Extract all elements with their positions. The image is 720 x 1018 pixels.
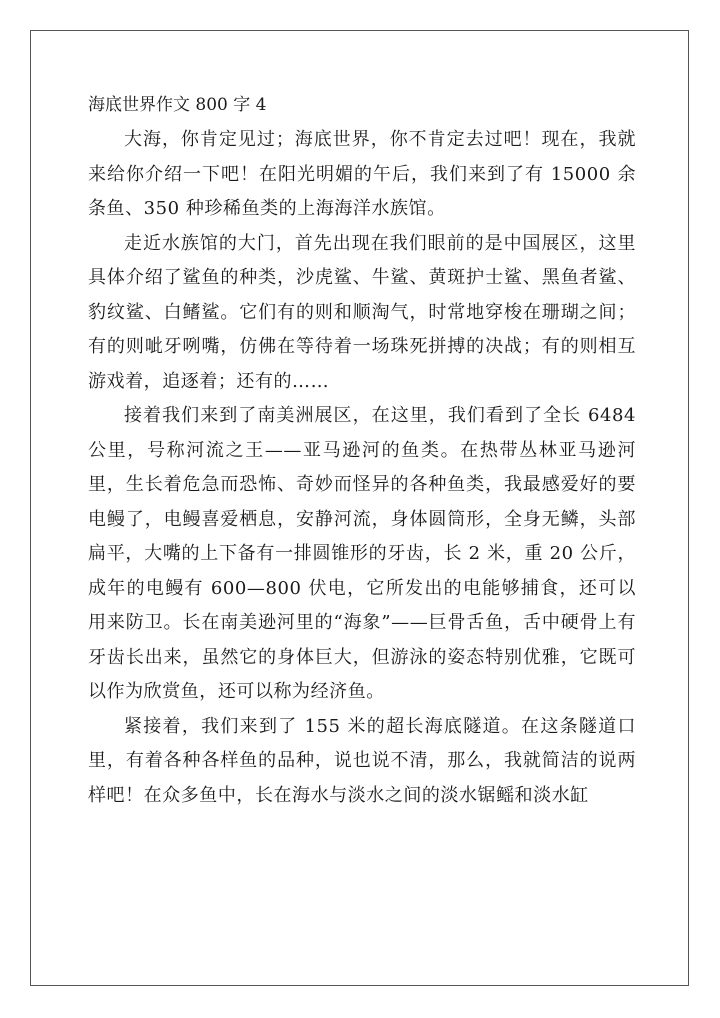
paragraph-4: 紧接着，我们来到了 155 米的超长海底隧道。在这条隧道口里，有着各种各样鱼的品种，说也说不清，那么，我就简洁的说两样吧！在众多鱼中，长在海水与淡水之间的淡水锯鳐和淡水缸 bbox=[88, 715, 636, 806]
document-title: 海底世界作文 800 字 4 bbox=[88, 95, 267, 115]
document-body bbox=[88, 88, 636, 813]
paragraph-1: 大海，你肯定见过；海底世界，你不肯定去过吧！现在，我就来给你介绍一下吧！在阳光明媚的午后，我们来到了有 15000 余条鱼、350 种珍稀鱼类的上海海洋水族馆。 bbox=[88, 129, 636, 219]
paragraph-2: 走近水族馆的大门，首先出现在我们眼前的是中国展区，这里具体介绍了鲨鱼的种类，沙虎鲨、牛鲨、黄斑护士鲨、黑鱼者鲨、豹纹鲨、白鳍鲨。它们有的则和顺淘气，时常地穿梭在珊瑚之间；有的则呲牙咧嘴，仿佛在等待着一场珠死拼搏的决战；有的则相互游戏着，追逐着；还有的…… bbox=[88, 232, 636, 392]
paragraph-3: 接着我们来到了南美洲展区，在这里，我们看到了全长 6484 公里，号称河流之王——亚马逊河的鱼类。在热带丛林亚马逊河里，生长着危急而恐怖、奇妙而怪异的各种鱼类，我最感爱好的要电鳗了，电鳗喜爱栖息，安静河流，身体圆筒形，全身无鳞，头部扁平，大嘴的上下备有一排圆锥形的牙齿，长 2 米，重 20 公斤，成年的电鳗有 600—800 伏电，它所发出的电能够捕食，还可以用来防卫。长在南美逊河里的“海象”——巨骨舌鱼，舌中硬骨上有牙齿长出来，虽然它的身体巨大，但游泳的姿态特别优雅，它既可以作为欣赏鱼，还可以称为经济鱼。 bbox=[88, 405, 636, 702]
